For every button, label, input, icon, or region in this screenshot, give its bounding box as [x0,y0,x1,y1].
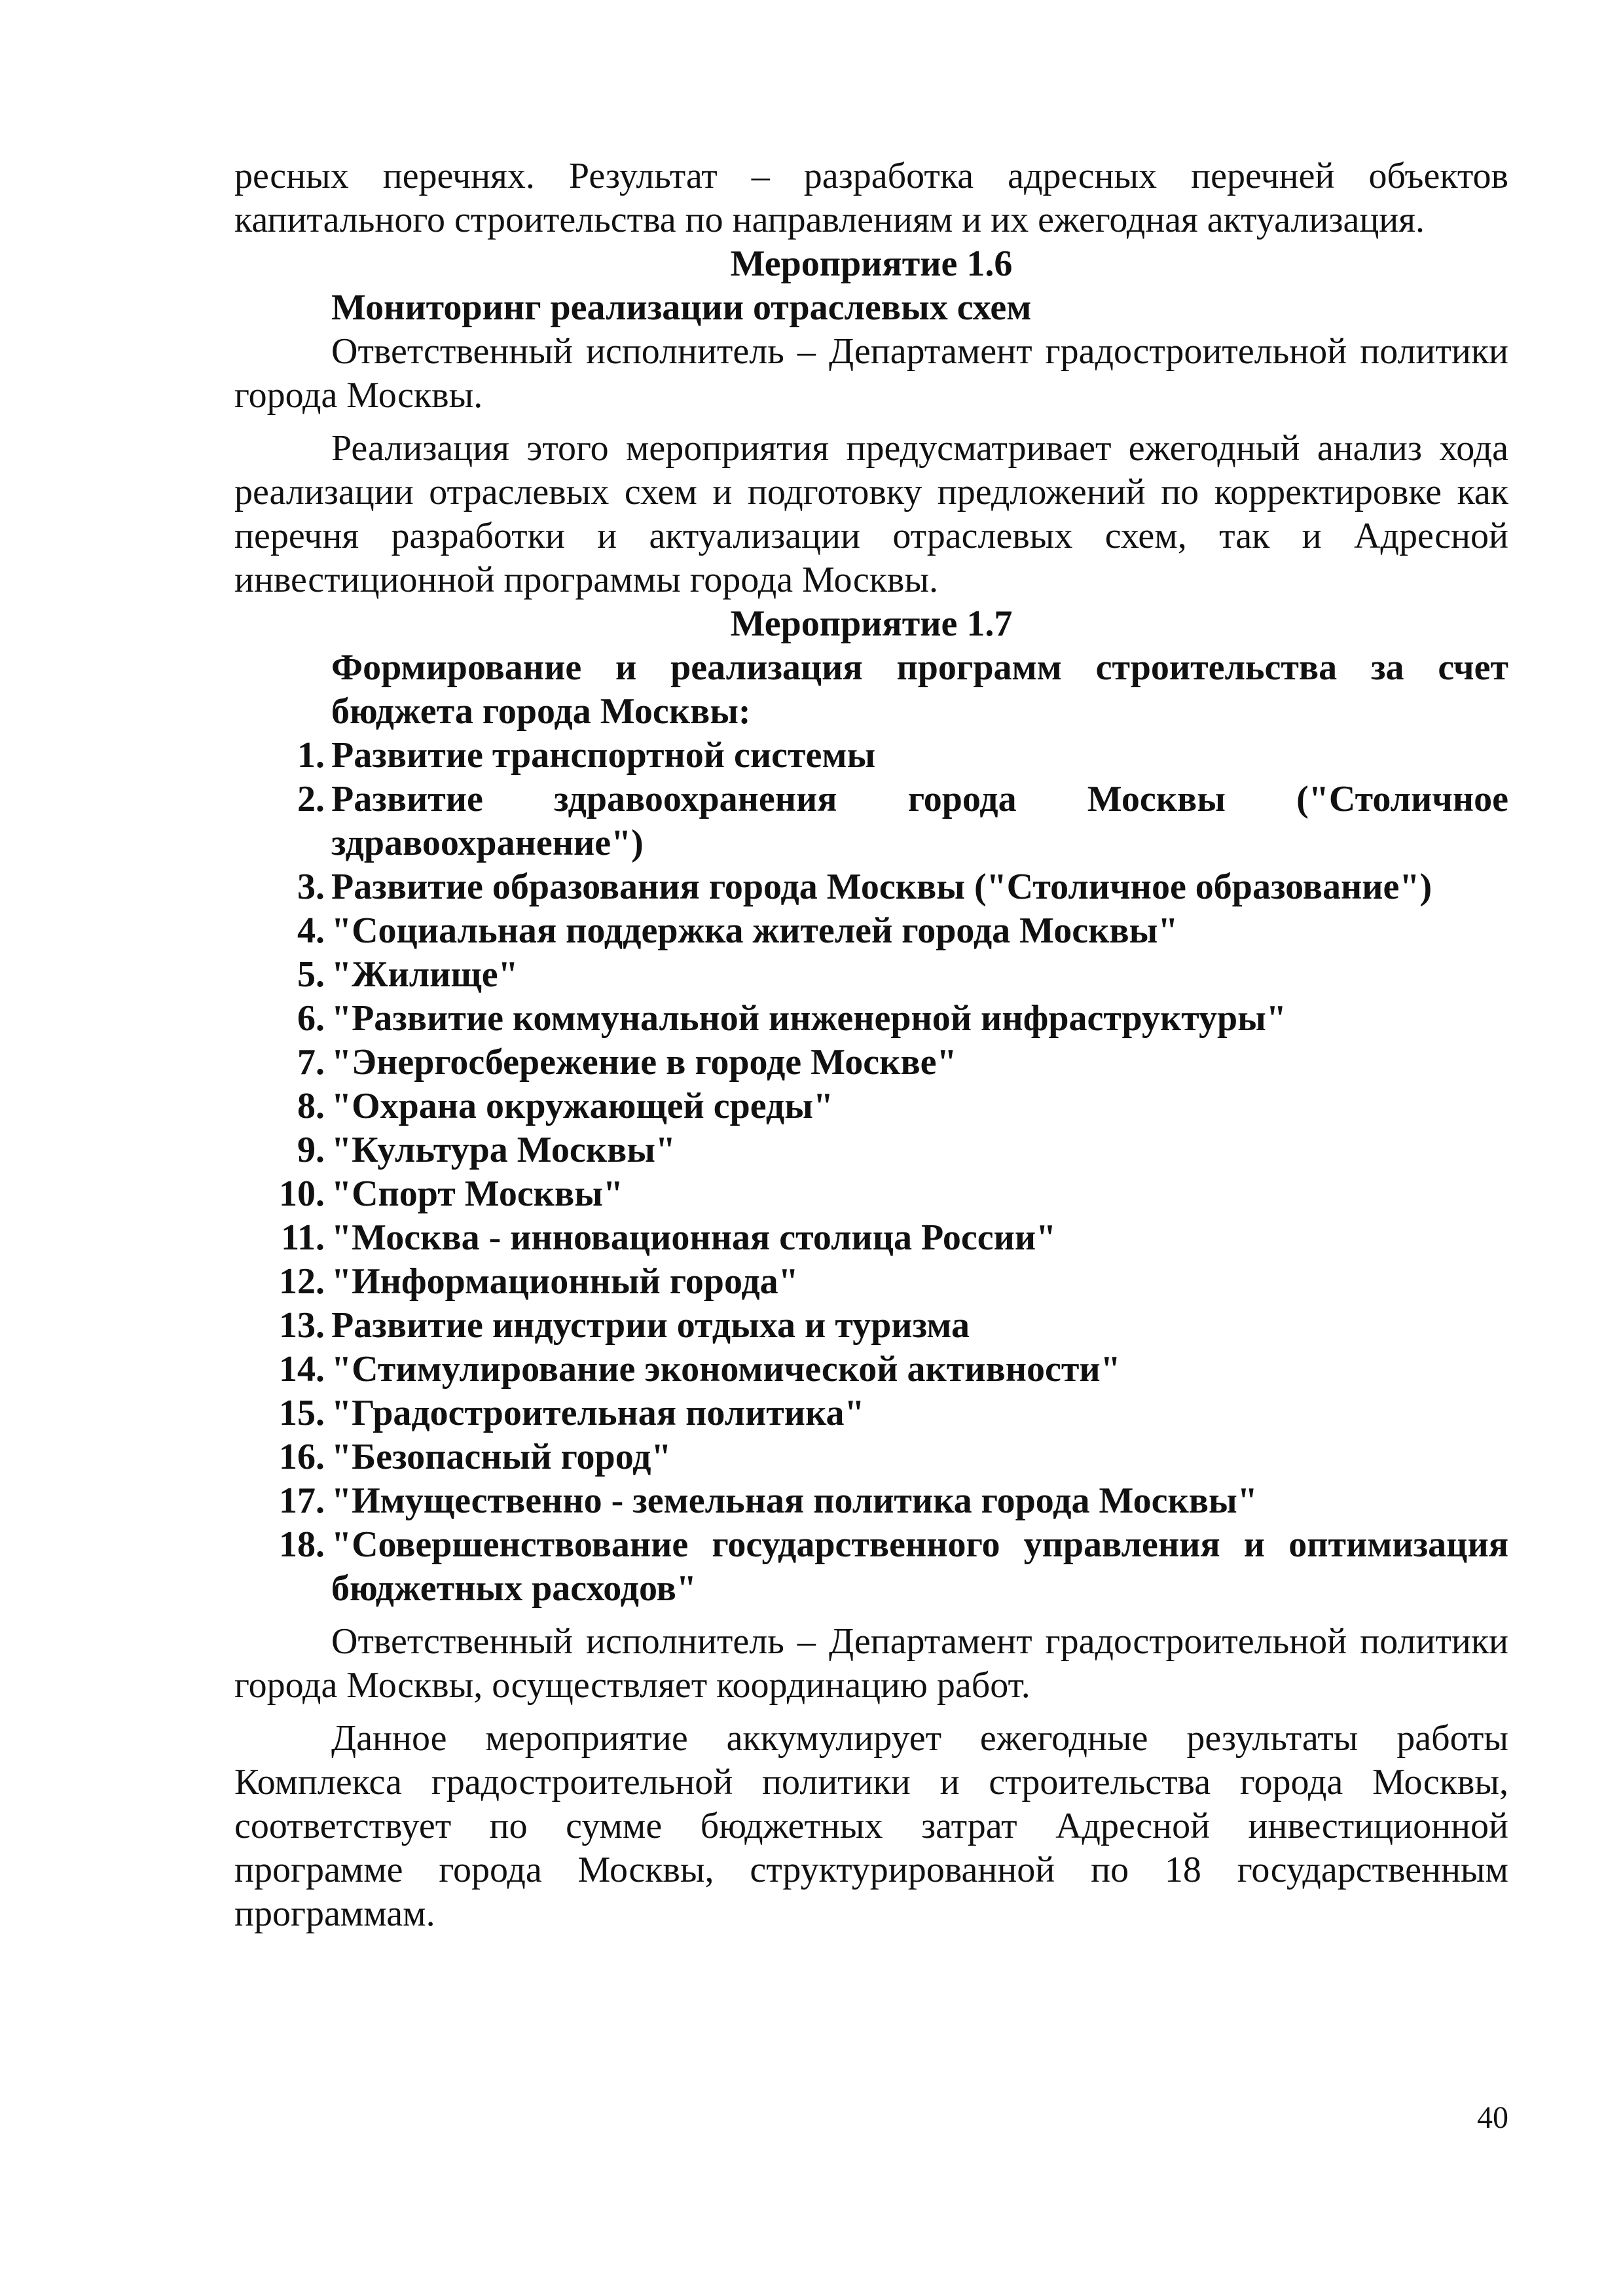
intro-paragraph: ресных перечнях. Результат – разработка адресных перечней объектов капитального строительства по направлениям и их ежегодная актуализация. [234,156,1508,240]
event-1-7-responsible: Ответственный исполнитель – Департамент градостроительной политики города Москвы, осуществляет координацию работ. [234,1621,1508,1706]
list-item-text: "Градостроительная политика" [331,1393,865,1433]
list-item-number: 16. [279,1437,325,1477]
list-item [234,997,1508,1041]
list-item-number: 5. [297,954,325,995]
list-item [234,1304,1508,1348]
list-item-number: 18. [279,1524,325,1565]
list-item-text: "Совершенствование государственного управления и оптимизация бюджетных расходов" [331,1524,1508,1609]
program-list [234,734,1508,1611]
list-item [234,953,1508,997]
list-item-text: Развитие образования города Москвы ("Столичное образование") [331,867,1432,907]
list-item [234,1391,1508,1435]
list-item-text: "Жилище" [331,954,519,995]
list-item-text: "Развитие коммунальной инженерной инфраструктуры" [331,998,1286,1039]
list-item [234,1435,1508,1479]
event-1-6-title: Мероприятие 1.6 [730,243,1013,284]
list-item [234,1260,1508,1304]
list-item-number: 9. [297,1130,325,1170]
page-number: 40 [1477,2100,1508,2135]
event-1-6-responsible: Ответственный исполнитель – Департамент градостроительной политики города Москвы. [234,331,1508,416]
event-1-7-subtitle: Формирование и реализация программ строительства за счет бюджета города Москвы: [331,647,1508,732]
list-item-text: "Энергосбережение в городе Москве" [331,1042,957,1083]
list-item [234,1479,1508,1523]
list-item-number: 15. [279,1393,325,1433]
list-item-text: "Безопасный город" [331,1437,672,1477]
list-item [234,1128,1508,1172]
event-1-7-description: Данное мероприятие аккумулирует ежегодные результаты работы Комплекса градостроительной политики и строительства города Москвы, соответствует по сумме бюджетных затрат Адресной инвестиционной программе города Москвы, структурированной по 18 государственным программам. [234,1718,1508,1934]
list-item-number: 3. [297,867,325,907]
list-item [234,1216,1508,1260]
list-item-number: 10. [279,1174,325,1214]
list-item-text: Развитие транспортной системы [331,735,876,776]
list-item [234,1041,1508,1085]
list-item [234,865,1508,909]
list-item-number: 17. [279,1480,325,1521]
list-item-number: 4. [297,910,325,951]
list-item-number: 1. [297,735,325,776]
list-item [234,1172,1508,1216]
page-content [234,154,1508,1936]
list-item-text: "Имущественно - земельная политика города Москвы" [331,1480,1258,1521]
list-item-number: 11. [281,1217,325,1258]
list-item-number: 12. [279,1261,325,1302]
list-item-text: "Культура Москвы" [331,1130,676,1170]
list-item [234,1523,1508,1611]
list-item-text: "Охрана окружающей среды" [331,1086,834,1126]
list-item-text: "Информационный города" [331,1261,799,1302]
event-1-6-subtitle: Мониторинг реализации отраслевых схем [331,287,1032,328]
list-item [234,778,1508,865]
list-item-number: 8. [297,1086,325,1126]
list-item [234,909,1508,953]
list-item-text: Развитие индустрии отдыха и туризма [331,1305,970,1346]
list-item-number: 14. [279,1349,325,1390]
list-item-number: 6. [297,998,325,1039]
list-item [234,1085,1508,1128]
list-item-text: Развитие здравоохранения города Москвы ("Столичное здравоохранение") [331,779,1508,863]
event-1-7-title: Мероприятие 1.7 [730,603,1013,644]
list-item-number: 7. [297,1042,325,1083]
list-item [234,1348,1508,1391]
list-item-text: "Стимулирование экономической активности" [331,1349,1121,1390]
list-item-text: "Спорт Москвы" [331,1174,624,1214]
event-1-6-description: Реализация этого мероприятия предусматривает ежегодный анализ хода реализации отраслевых схем и подготовку предложений по корректировке как перечня разработки и актуализации отраслевых схем, так и Адресной инвестиционной программы города Москвы. [234,428,1508,600]
list-item-text: "Москва - инновационная столица России" [331,1217,1057,1258]
list-item-number: 13. [279,1305,325,1346]
list-item-number: 2. [297,779,325,819]
list-item [234,734,1508,778]
list-item-text: "Социальная поддержка жителей города Москвы" [331,910,1178,951]
